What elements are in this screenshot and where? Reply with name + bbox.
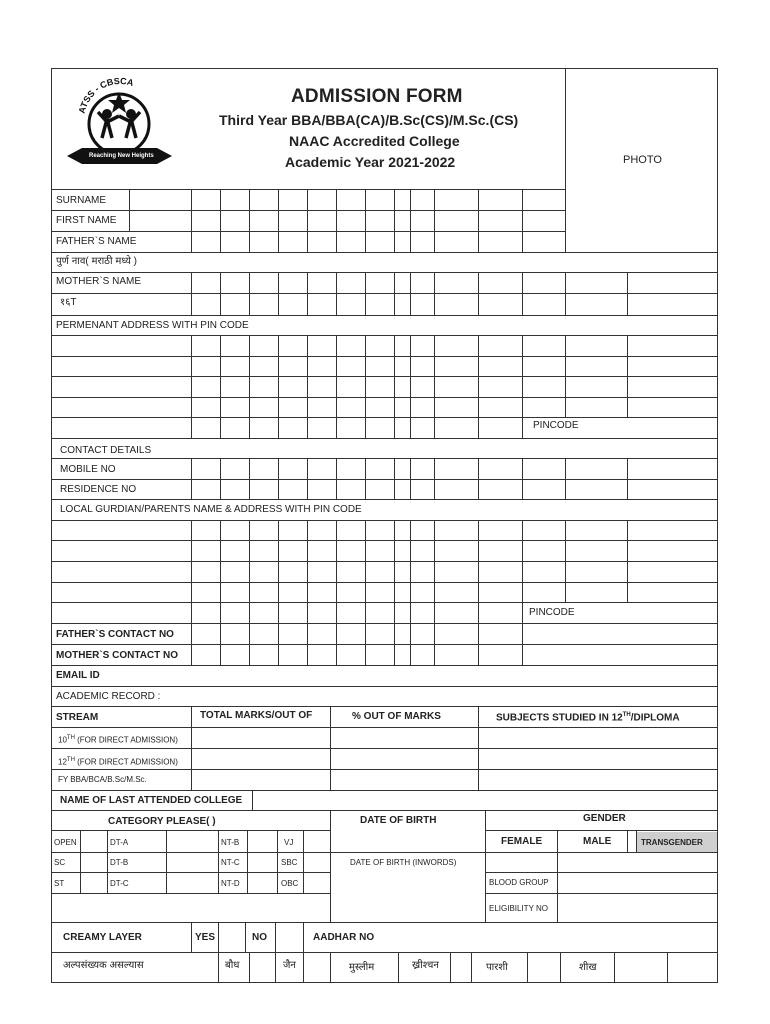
cell-divider [336,417,337,439]
minority-buddhist: बौध [225,960,240,971]
cell-divider [249,623,250,666]
rule-line [51,810,718,811]
rule-line [51,356,718,357]
contact-details-label: CONTACT DETAILS [60,445,152,456]
cell-divider [107,830,108,894]
cell-divider [627,272,628,316]
email-label: EMAIL ID [56,670,100,681]
mobile-label: MOBILE NO [60,464,116,475]
cell-divider [614,952,615,983]
cell-divider [522,417,523,439]
cell-divider [303,952,304,983]
cell-divider [336,335,337,418]
cell-divider [522,335,523,418]
college-logo [62,76,177,181]
cell-divider [191,706,192,791]
cell-divider [410,602,411,624]
cell-divider [278,520,279,603]
guardian-address-label: LOCAL GURDIAN/PARENTS NAME & ADDRESS WITH PIN CODE [60,504,362,515]
permanent-address-label: PERMENANT ADDRESS WITH PIN CODE [56,320,249,331]
mothers-name-label: MOTHER`S NAME [56,276,141,287]
course-list: Third Year BBA/BBA(CA)/B.Sc(CS)/M.Sc.(CS) [219,112,519,128]
gender-female[interactable]: FEMALE [501,836,543,847]
cell-divider [307,623,308,666]
cell-divider [434,623,435,666]
cell-divider [249,417,250,439]
cell-divider [191,520,192,603]
cell-divider [275,952,276,983]
cell-divider [129,189,130,232]
form-title: ADMISSION FORM [291,86,463,107]
academic-record-label: ACADEMIC RECORD : [56,691,161,702]
cell-divider [410,417,411,439]
category-dt-a: DT-A [110,838,129,847]
cell-divider [565,458,566,500]
dob-label: DATE OF BIRTH [360,815,437,826]
cell-divider [527,952,528,983]
minority-jain: जैन [283,960,296,971]
cell-divider [560,952,561,983]
rule-line [51,893,331,894]
rule-line [51,417,718,418]
cell-divider [307,189,308,253]
gender-label: GENDER [583,813,626,824]
cell-divider [450,952,451,983]
cell-divider [336,520,337,603]
cell-divider [220,417,221,439]
creamy-no[interactable]: NO [252,932,267,943]
fathers-name-label: FATHER`S NAME [56,236,137,247]
category-nt-d: NT-D [221,879,240,888]
minority-christian: ख्रीश्चन [412,960,439,971]
category-dt-b: DT-B [110,858,129,867]
cell-divider [249,520,250,603]
fy-row-label: FY BBA/BCA/B.Sc/M.Sc. [58,775,147,784]
cell-divider [478,272,479,316]
cell-divider [249,952,250,983]
rule-line [51,706,718,707]
first-name-label: FIRST NAME [56,215,117,226]
dob-inwords-label: DATE OF BIRTH (INWORDS) [350,858,457,867]
cell-divider [303,922,304,953]
cell-divider [307,602,308,624]
logo-tagline: Reaching New Heights [89,153,154,159]
rule-line [51,582,718,583]
cell-divider [636,830,637,853]
cell-divider [365,189,366,253]
cell-divider [277,830,278,894]
cell-divider [220,272,221,316]
category-sc: SC [54,858,66,867]
cell-divider [522,623,523,666]
rule-line [51,952,718,953]
cell-divider [522,189,523,253]
cell-divider [627,335,628,418]
cell-divider [336,602,337,624]
rule-line [51,540,718,541]
gender-transgender[interactable]: TRANSGENDER [641,838,703,847]
subjects-header: SUBJECTS STUDIED IN 12TH/DIPLOMA [496,712,680,724]
cell-divider [522,458,523,500]
pincode-label-2: PINCODE [529,607,575,618]
cell-divider [394,335,395,418]
cell-divider [394,602,395,624]
rule-line [51,376,718,377]
cell-divider [394,417,395,439]
cell-divider [365,520,366,603]
cell-divider [80,830,81,894]
cell-divider [307,520,308,603]
gender-male[interactable]: MALE [583,836,612,847]
category-vj: VJ [284,838,294,847]
cell-divider [478,458,479,500]
photo-box-bottom [565,252,718,253]
cell-divider [557,830,558,923]
cell-divider [398,952,399,983]
cell-divider [191,189,192,253]
cell-divider [218,952,219,983]
cell-divider [307,335,308,418]
minority-sikh: शीख [579,962,597,973]
academic-year: Academic Year 2021-2022 [285,154,456,170]
cell-divider [249,189,250,253]
cell-divider [191,623,192,666]
cell-divider [434,417,435,439]
marathi-name-label: पुर्ण नाव( मराठी मध्ये ) [56,256,137,267]
rule-line [51,272,718,273]
rule-line [51,686,718,687]
minority-muslim: मुस्लीम [349,962,375,973]
cell-divider [275,922,276,953]
cell-divider [434,335,435,418]
total-marks-header: TOTAL MARKS/OUT OF [200,710,313,721]
cell-divider [336,189,337,253]
cell-divider [220,623,221,666]
cell-divider [220,520,221,603]
rule-line [485,872,718,873]
cell-divider [303,830,304,894]
tenth-row-label: 10TH (FOR DIRECT ADMISSION) [58,735,178,745]
cell-divider [394,623,395,666]
cell-divider [249,458,250,500]
rule-line [51,665,718,666]
cell-divider [410,458,411,500]
rule-line [51,315,718,316]
cell-divider [218,830,219,894]
cell-divider [278,272,279,316]
cell-divider [365,602,366,624]
rule-line [51,748,718,749]
cell-divider [434,520,435,603]
cell-divider [191,458,192,500]
father-contact-label: FATHER`S CONTACT NO [56,629,174,640]
rule-line [51,335,718,336]
cell-divider [627,830,628,853]
cell-divider [278,623,279,666]
cell-divider [278,602,279,624]
cell-divider [220,335,221,418]
logo-arc-text: ATSS - CBSCA [76,76,135,115]
cell-divider [410,272,411,316]
cell-divider [434,272,435,316]
rule-line [51,438,718,439]
cell-divider [220,602,221,624]
cell-divider [278,458,279,500]
category-nt-b: NT-B [221,838,240,847]
category-dt-c: DT-C [110,879,129,888]
rule-line [51,727,718,728]
cell-divider [191,602,192,624]
cell-divider [330,952,331,983]
rule-line [51,561,718,562]
cell-divider [365,458,366,500]
marathi-code: १६T [60,297,77,308]
cell-divider [627,458,628,500]
cell-divider [365,272,366,316]
cell-divider [336,458,337,500]
cell-divider [478,706,479,791]
cell-divider [478,520,479,603]
cell-divider [478,623,479,666]
cell-divider [434,458,435,500]
cell-divider [336,272,337,316]
cell-divider [336,623,337,666]
rule-line [51,458,718,459]
cell-divider [220,458,221,500]
creamy-layer-label: CREAMY LAYER [63,932,142,943]
cell-divider [252,790,253,811]
cell-divider [218,922,219,953]
accreditation: NAAC Accredited College [289,133,460,149]
rule-line [51,602,718,603]
rule-line [51,252,566,253]
category-nt-c: NT-C [221,858,240,867]
photo-label: PHOTO [623,154,662,166]
cell-divider [330,810,331,923]
cell-divider [478,335,479,418]
cell-divider [249,335,250,418]
cell-divider [166,830,167,894]
cell-divider [485,810,486,923]
eligibility-label: ELIGIBILITY NO [489,904,548,913]
category-obc: OBC [281,879,299,888]
cell-divider [394,520,395,603]
minority-parsi: पारशी [486,962,508,973]
cell-divider [522,602,523,624]
photo-box-left [565,68,566,253]
rule-line [51,872,331,873]
cell-divider [220,189,221,253]
cell-divider [245,922,246,953]
mother-contact-label: MOTHER`S CONTACT NO [56,650,179,661]
cell-divider [249,272,250,316]
cell-divider [278,417,279,439]
cell-divider [307,272,308,316]
rule-line [51,644,718,645]
form-border-bottom [51,982,718,983]
cell-divider [278,189,279,253]
cell-divider [565,272,566,316]
cell-divider [410,335,411,418]
rule-line [51,623,718,624]
cell-divider [365,417,366,439]
twelfth-row-label: 12TH (FOR DIRECT ADMISSION) [58,757,178,767]
cell-divider [478,189,479,253]
cell-divider [471,952,472,983]
residence-label: RESIDENCE NO [60,484,137,495]
cell-divider [522,520,523,603]
cell-divider [394,189,395,253]
cell-divider [434,602,435,624]
cell-divider [365,335,366,418]
cell-divider [478,417,479,439]
creamy-yes[interactable]: YES [195,932,216,943]
minority-label: अल्पसंख्यक असल्यास [63,960,144,971]
cell-divider [191,335,192,418]
rule-line [51,520,718,521]
cell-divider [410,623,411,666]
cell-divider [249,602,250,624]
cell-divider [307,417,308,439]
rule-line [485,830,718,831]
form-border-top [51,68,718,69]
category-st: ST [54,879,65,888]
rule-line [485,852,718,853]
cell-divider [307,458,308,500]
cell-divider [394,458,395,500]
cell-divider [191,417,192,439]
category-sbc: SBC [281,858,298,867]
rule-line [51,830,331,831]
category-heading: CATEGORY PLEASE( ) [108,816,216,827]
rule-line [51,499,718,500]
form-border-right [717,68,718,983]
form-border-left [51,68,52,983]
cell-divider [522,272,523,316]
cell-divider [365,623,366,666]
cell-divider [478,602,479,624]
rule-line [51,769,718,770]
rule-line [51,790,718,791]
blood-group-label: BLOOD GROUP [489,878,549,887]
cell-divider [410,189,411,253]
cell-divider [565,335,566,418]
aadhar-label: AADHAR NO [313,932,375,943]
stream-header: STREAM [56,712,99,723]
last-college-label: NAME OF LAST ATTENDED COLLEGE [60,795,243,806]
cell-divider [330,706,331,791]
pincode-label-1: PINCODE [533,420,579,431]
rule-line [51,293,718,294]
cell-divider [394,272,395,316]
percent-header: % OUT OF MARKS [352,711,441,722]
cell-divider [410,520,411,603]
category-open: OPEN [54,838,77,847]
cell-divider [667,952,668,983]
rule-line [485,893,718,894]
cell-divider [565,520,566,603]
cell-divider [278,335,279,418]
cell-divider [191,922,192,953]
surname-label: SURNAME [56,195,107,206]
rule-line [51,479,718,480]
cell-divider [627,520,628,603]
rule-line [51,397,718,398]
cell-divider [434,189,435,253]
cell-divider [247,830,248,894]
rule-line [51,922,718,923]
cell-divider [191,272,192,316]
